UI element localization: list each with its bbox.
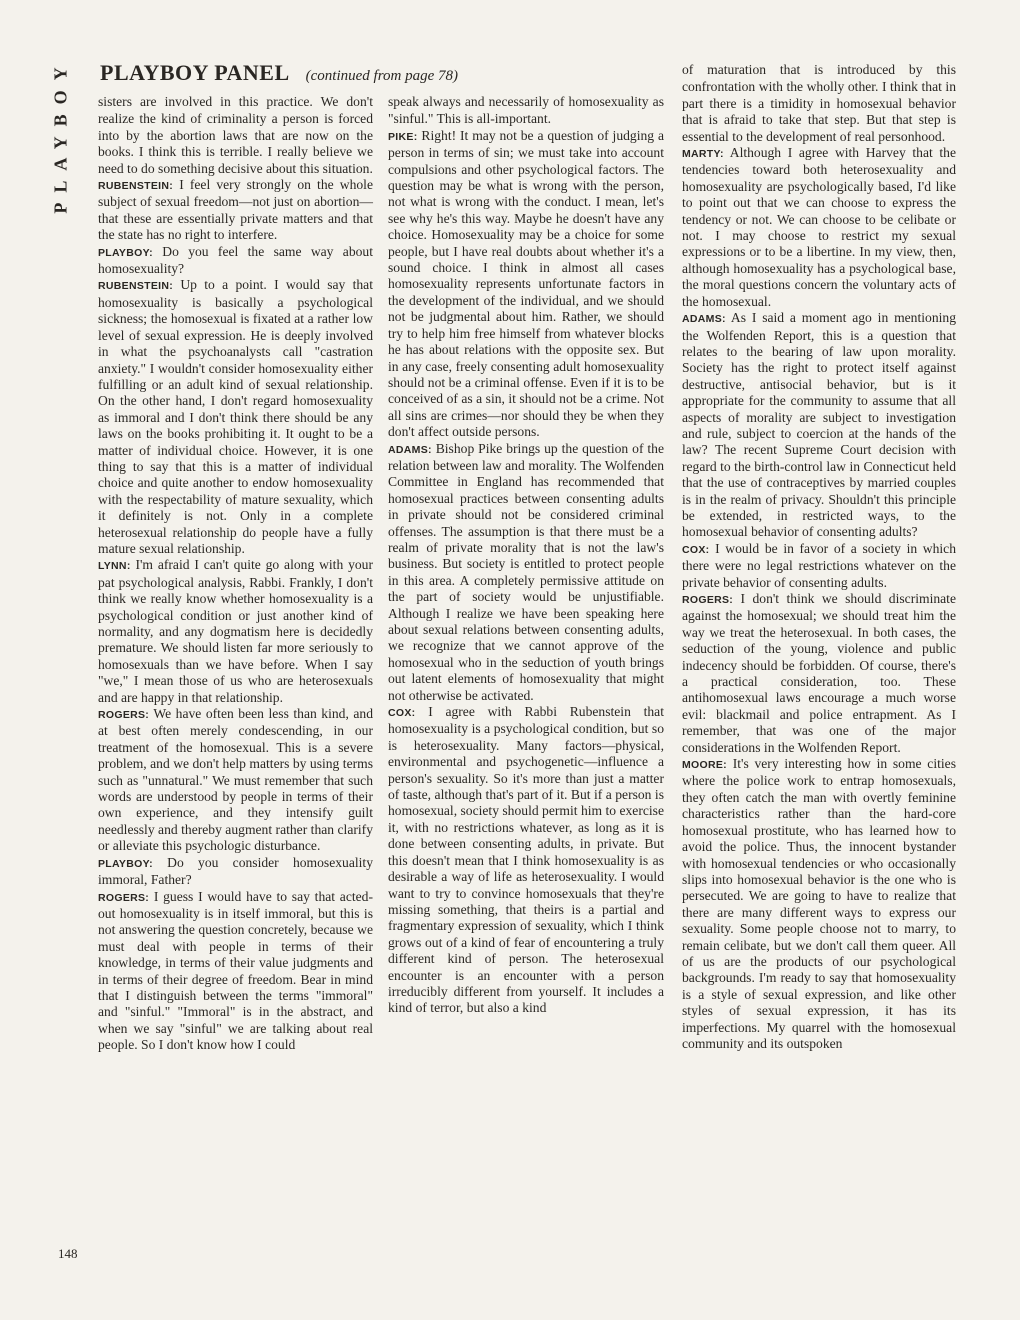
paragraph: [682, 756, 956, 1052]
speaker-label: ROGERS:: [682, 594, 734, 606]
paragraph-text: I'm afraid I can't quite go along with your pat psychological analysis, Rabbi. Frankly, I don't think we really know whether homosexuality is a psychological condition or just another kind of normality, and any dogmatism here is decidedly premature. We should listen far more seriously to homosexuals than we have before. When I say "we," I mean those of us who are heterosexuals and are happy in that relationship.: [98, 557, 373, 705]
paragraph: [388, 128, 664, 441]
paragraph: [682, 541, 956, 591]
paragraph: [98, 244, 373, 278]
paragraph-text: sisters are involved in this practice. We don't realize the kind of criminality a person is forced into by the abortion laws that are now on the books. I think this is terrible. I really believe we need to do something decisive about this situation.: [98, 94, 373, 176]
paragraph-text: We have often been less than kind, and at best often merely condescending, in our treatment of the homosexual. This is a severe problem, and we don't help matters by using terms such as "unnatural." We must remember that such words are understood by people in terms of their own experience, and they intensify guilt needlessly and thereby augment rather than clarify or alleviate this psychologic disturbance.: [98, 706, 374, 854]
paragraph: [682, 310, 956, 541]
speaker-label: PLAYBOY:: [98, 246, 153, 259]
paragraph-text: I would be in favor of a society in which there were no legal restrictions whatever on the private behavior of consenting adults.: [682, 540, 956, 590]
paragraph-text: I feel very strongly on the whole subject of sexual freedom—not just on abortion—that these are essentially private matters and that the state has no right to interfere.: [98, 177, 373, 243]
masthead-text: PLAYBOY: [50, 56, 71, 214]
text-column-right: [682, 62, 956, 1052]
paragraph-text: I agree with Rabbi Rubenstein that homosexuality is a psychological condition, but so is heterosexuality. Many factors—physical, environmental and psychogenetic—influence a person's sexuality. So it's more than just a matter of taste, although that's part of it. But if a person is homosexual, society should permit him to exercise it, with no restrictions whatever, as long as it is done between consenting adults, in private. But this doesn't mean that I think homosexuality is as desirable a way of life as heterosexuality. I would want to try to convince homosexuals that they're missing something, that theirs is a partial and fragmentary expression of sexuality, which I think grows out of a kind of fear of encountering a truly different kind of person. The heterosexual encounter is an encounter with a person irreducibly different from yourself. It includes a kind of terror, but also a kind: [388, 704, 664, 1016]
continued-note: (continued from page 78): [305, 68, 458, 84]
paragraph-text: Right! It may not be a question of judging a person in terms of sin; we must take into account compulsions and other psychological factors. The question may be what is wrong with the person, not what is wrong with the conduct. I mean, let's see why he's this way. Maybe he doesn't have any choice. Homosexuality may be a choice for some people, but I have real doubts about whether it's a sound choice. I think in almost all cases homosexuality represents unfortunate factors in the development of the individual, and we should not be judgmental about him. Rather, we should try to help him free himself from whatever blocks he has about relations with the opposite sex. But in any case, freely consenting adult homosexuality should not be a criminal offense. Even if it is to be conceived of as a sin, it should not be a crime. Not all sins are crimes—nor should they be when they don't affect outside persons.: [388, 127, 664, 440]
paragraph: [98, 94, 373, 177]
speaker-label: MARTY:: [682, 148, 724, 161]
paragraph-text: Bishop Pike brings up the question of the relation between law and morality. The Wolfenden Committee in England has recommended that homosexual practices between consenting adults in private should not be considered criminal offenses. The assumption is that there must be a realm of private morality that is not the law's business. But society is entitled to protect people in this area. A completely permissive attitude on the part of society would be unjustifiable. Although I realize we have been speaking here about sexual relations between consenting adults, we recognize that we cannot approve of the homosexual who in the seduction of youth brings out latent elements of homosexuality that might not otherwise be activated.: [388, 440, 664, 703]
paragraph-text: I don't think we should discriminate against the homosexual; we should treat him the way we treat the heterosexual. In both cases, the seduction of the young, violence and public indecency should be forbidden. Of course, there's a practical consideration, too. These antihomosexual laws encourage a much worse evil: blackmail and police entrapment. As I remember, that was one of the major considerations in the Wolfenden Report.: [682, 591, 956, 755]
speaker-label: ROGERS:: [98, 891, 150, 904]
speaker-label: ROGERS:: [98, 709, 150, 722]
paragraph-text: Do you consider homosexuality immoral, Father?: [98, 854, 373, 888]
speaker-label: ADAMS:: [682, 313, 726, 326]
speaker-label: LYNN:: [98, 560, 131, 573]
paragraph: [98, 177, 373, 244]
paragraph-text: It's very interesting how in some cities where the police work to entrap homosexuals, they often catch the man with overtly feminine characteristics rather than the hard-core homosexual prostitute, who has learned how to avoid the police. Thus, the innocent bystander with homosexual tendencies or who occasionally slips into homosexual behavior is the one who is persecuted. We are going to have to realize that there are many different ways to express our sexuality. Some people choose not to marry, to remain celibate, but we don't call them queer. All of us are the products of our psychological backgrounds. I'm ready to say that homosexuality is a style of sexual expression, and like other styles of sexual expression, it has its imperfections. My quarrel with the homosexual community and its outspoken: [682, 756, 956, 1051]
text-column-middle: [388, 94, 664, 1017]
speaker-label: PIKE:: [388, 130, 418, 143]
speaker-label: COX:: [682, 543, 710, 556]
paragraph: [98, 557, 373, 706]
text-column-left: [98, 94, 373, 1054]
panel-title: PLAYBOY PANEL: [100, 60, 290, 85]
paragraph-text: Do you feel the same way about homosexuality?: [98, 243, 374, 277]
speaker-label: ADAMS:: [388, 443, 432, 456]
paragraph: [98, 706, 373, 855]
speaker-label: RUBENSTEIN:: [98, 280, 174, 293]
paragraph: [682, 145, 956, 310]
paragraph: [98, 889, 373, 1054]
speaker-label: PLAYBOY:: [98, 857, 153, 870]
paragraph-text: I guess I would have to say that acted-out homosexuality is in itself immoral, but this is not answering the question concretely, because we must deal with people in terms of their knowledge, in terms of their value judgments and in terms of their degree of freedom. Bear in mind that I distinguish between the terms "immoral" and "sinful." "Immoral" is in the abstract, and when we say "sinful" we are talking about real people. So I don't know how I could: [98, 888, 373, 1053]
paragraph: [388, 704, 664, 1017]
paragraph-text: Up to a point. I would say that homosexuality is basically a psychological sickness; the homosexual is fixated at a rather low level of sexual expression. He is deeply involved in what the psychoanalysts call "castration anxiety." I wouldn't consider homosexuality either fulfilling or an adult kind of sexual relationship. On the other hand, I don't regard homosexuality as immoral and I don't think there should be any laws on the books prohibiting it. It ought to be a matter of individual choice. However, it is one thing to say that this is a matter of individual choice and quite another to endow homosexuality with the respectability of mature sexuality, which it definitely is not. Only in a complete heterosexual relationship do people have a fully mature sexual relationship.: [98, 277, 373, 556]
speaker-label: COX:: [388, 707, 416, 720]
paragraph-text: speak always and necessarily of homosexuality as "sinful." This is all-important.: [388, 94, 664, 127]
paragraph: [682, 591, 956, 756]
speaker-label: MOORE:: [682, 759, 727, 772]
article-header: [100, 60, 458, 86]
paragraph: [388, 441, 664, 705]
vertical-masthead: [48, 50, 74, 220]
paragraph-text: of maturation that is introduced by this confrontation with the wholly other. I think that in part there is a timidity in homosexual behavior that is afraid to take that step. But that step is essential to the development of real personhood.: [682, 62, 956, 144]
paragraph: [98, 855, 373, 889]
paragraph: [98, 277, 373, 557]
paragraph: [388, 94, 664, 128]
paragraph-text: As I said a moment ago in mentioning the Wolfenden Report, this is a question that relates to the bearing of law upon morality. Society has the right to protect itself against destructive, antisocial behavior, but is it appropriate for the community to assume that all aspects of morality are subject to investigation and rule, subject to coercion at the hands of the law? The recent Supreme Court decision with regard to the birth-control law in Connecticut held that the use of contraceptives by married couples is in the realm of privacy. Shouldn't this principle be extended, in restricted ways, to the homosexual behavior of consenting adults?: [682, 310, 956, 540]
paragraph-text: Although I agree with Harvey that the tendencies toward both heterosexuality and homosexuality are psychologically based, I'd like to point out that we can choose to express the tendency or not. We can choose to be celibate or not. I may choose to restrict my sexual expressions or to be a libertine. In my view, then, although homosexuality has a psychological base, the moral questions concern the voluntary acts of the homosexual.: [682, 145, 956, 309]
speaker-label: RUBENSTEIN:: [98, 180, 174, 193]
paragraph: [682, 62, 956, 145]
page-number: 148: [58, 1246, 78, 1261]
